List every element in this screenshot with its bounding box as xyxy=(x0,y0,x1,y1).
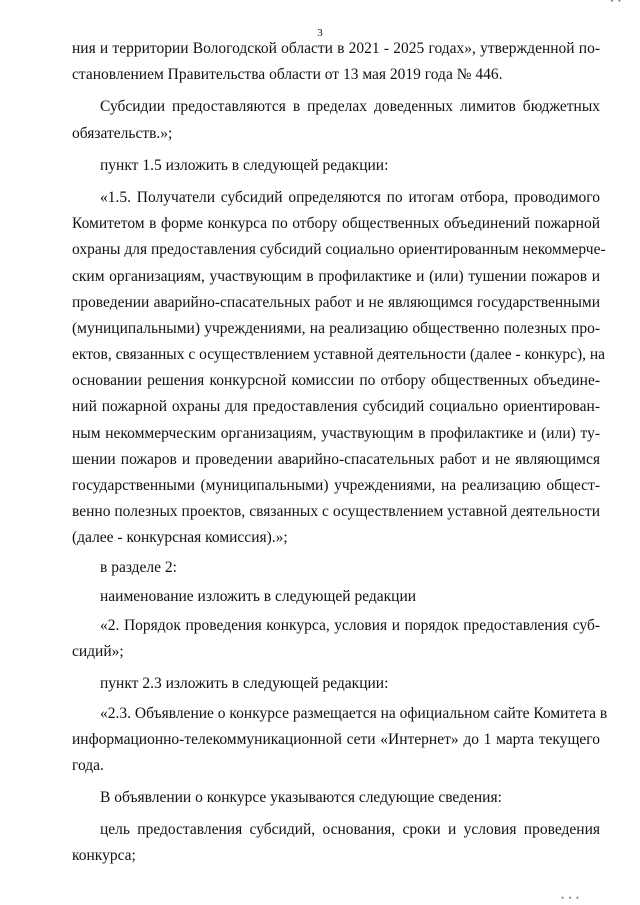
text-line: ным некоммерческим организациям, участвующим в профилактике и (или) ту- xyxy=(72,424,600,442)
text-line: основании решения конкурсной комиссии по отбору общественных объедине- xyxy=(72,372,600,390)
text-line: «2.3. Объявление о конкурсе размещается на официальном сайте Комитета в xyxy=(100,704,608,722)
text-line: обязательств.»; xyxy=(72,124,173,142)
text-line: проведении аварийно-спасательных работ и не являющимся государственными xyxy=(72,293,600,311)
paragraph-announcement-info xyxy=(72,785,600,811)
text-line: ний пожарной охраны для предоставления субсидий социально ориентирован- xyxy=(72,398,600,416)
page-number: 3 xyxy=(317,27,323,39)
text-line: информационно-телекоммуникационной сети «Интернет» до 1 марта текущего xyxy=(72,730,600,748)
text-line: сидий»; xyxy=(72,643,124,661)
text-line: В объявлении о конкурсе указываются следующие сведения: xyxy=(100,789,502,807)
paragraph-continuation xyxy=(72,36,600,88)
text-line: охраны для предоставления субсидий социально ориентированным некоммерче- xyxy=(72,241,606,259)
text-line: Комитетом в форме конкурса по отбору общественных объединений пожарной xyxy=(72,215,600,233)
paragraph-purpose xyxy=(72,817,600,869)
paragraph-subsidies-limits xyxy=(72,94,600,146)
paragraph-item-2-3 xyxy=(72,701,608,780)
paragraph-section-2 xyxy=(72,555,600,581)
text-line: становлением Правительства области от 13 мая 2019 года № 446. xyxy=(72,66,503,84)
text-line: «2. Порядок проведения конкурса, условия и порядок предоставления суб- xyxy=(100,616,600,634)
text-line: в разделе 2: xyxy=(100,558,177,576)
text-line: (далее - конкурсная комиссия).»; xyxy=(72,529,288,547)
text-line: пункт 1.5 изложить в следующей редакции: xyxy=(100,156,389,174)
text-line: ским организациям, участвующим в профилактике и (или) тушении пожаров и xyxy=(72,267,600,285)
paragraph-item-1-5-intro xyxy=(72,153,600,179)
text-line: государственными (муниципальными) учреждениями, на реализацию общест- xyxy=(72,477,600,494)
text-line: (муниципальными) учреждениями, на реализацию общественно полезных про- xyxy=(72,319,600,337)
text-line: наименование изложить в следующей редакции xyxy=(100,587,417,605)
text-line: венно полезных проектов, связанных с осуществлением уставной деятельности xyxy=(72,503,600,521)
paragraph-item-2-3-intro xyxy=(72,671,600,697)
text-line: ектов, связанных с осуществлением уставной деятельности (далее - конкурс), на xyxy=(72,346,606,364)
paragraph-section-2-title xyxy=(72,613,600,665)
text-line: цель предоставления субсидий, основания, сроки и условия проведения xyxy=(100,821,600,839)
text-line: конкурса; xyxy=(72,847,136,865)
text-line: пункт 2.3 изложить в следующей редакции: xyxy=(100,675,389,693)
paragraph-title-change xyxy=(72,584,600,610)
text-line: «1.5. Получатели субсидий определяются по итогам отбора, проводимого xyxy=(100,188,600,206)
text-line: Субсидии предоставляются в пределах доведенных лимитов бюджетных xyxy=(100,98,600,116)
text-line: шении пожаров и проведении аварийно-спасательных работ и не являющимся xyxy=(72,450,600,468)
scan-mark-bottom: • • • xyxy=(561,893,580,903)
text-line: ния и территории Вологодской области в 2021 - 2025 годах», утвержденной по- xyxy=(72,40,600,57)
scan-mark-top: • • xyxy=(610,0,622,6)
text-line: года. xyxy=(72,756,104,774)
document-body xyxy=(72,36,608,870)
paragraph-item-1-5 xyxy=(72,185,606,552)
